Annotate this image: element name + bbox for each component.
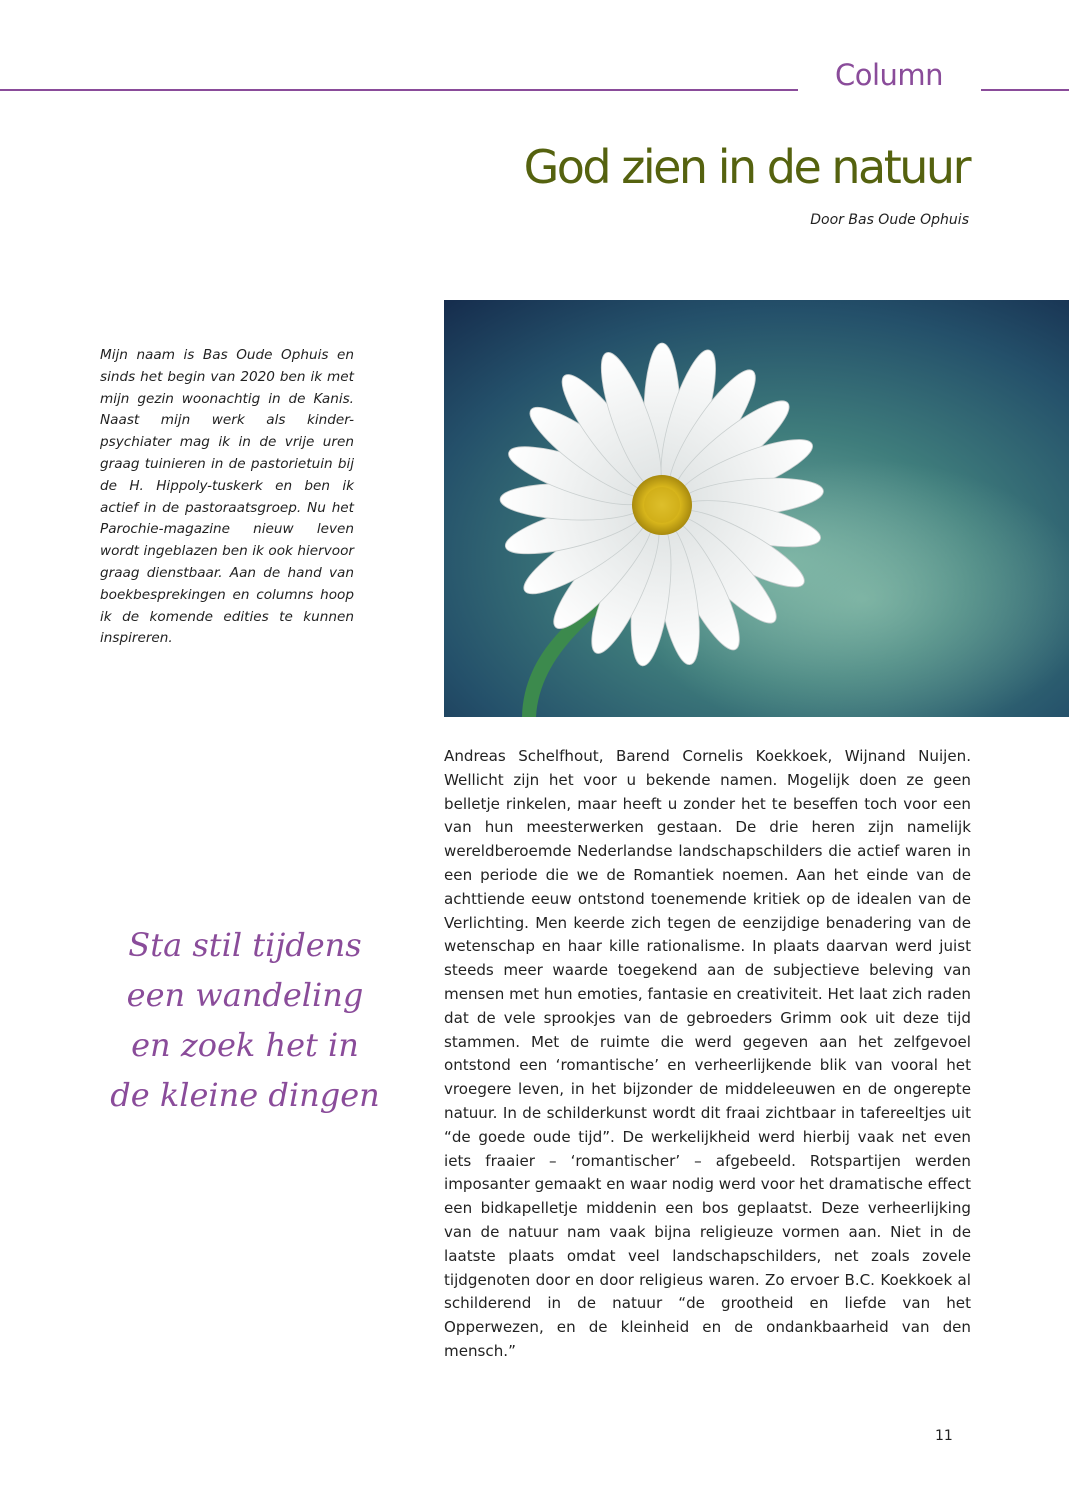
header-rule-right	[981, 89, 1069, 91]
daisy-photo	[444, 300, 1069, 717]
article-title: God zien in de natuur	[523, 140, 969, 194]
byline: Door Bas Oude Ophuis	[810, 212, 969, 228]
pull-quote-line: een wandeling	[126, 976, 364, 1014]
page-number: 11	[935, 1428, 953, 1444]
pull-quote-line: de kleine dingen	[110, 1076, 380, 1114]
pull-quote-line: Sta stil tijdens	[128, 926, 362, 964]
author-bio: Mijn naam is Bas Oude Ophuis en sinds het begin van 2020 ben ik met mijn gezin woonachtig in de Kanis. Naast mijn werk als kinder-psychiater mag ik in de vrije uren graag tuinieren in de pastorietuin bij de H. Hippoly-tuskerk en ben ik actief in de pastoraatsgroep. Nu het Parochie-magazine nieuw leven wordt ingeblazen ben ik ook hiervoor graag dienstbaar. Aan de hand van boekbesprekingen en columns hoop ik de komende edities te kunnen inspireren.	[100, 347, 354, 647]
header-rule-left	[0, 89, 798, 91]
pull-quote-line: en zoek het in	[131, 1026, 359, 1064]
pull-quote	[100, 920, 390, 1120]
section-label: Column	[834, 58, 944, 92]
article-body: Andreas Schelfhout, Barend Cornelis Koekkoek, Wijnand Nuijen. Wellicht zijn het voor u bekende namen. Mogelijk doen ze geen belletje rinkelen, maar heeft u zonder het te beseffen toch voor een van hun meesterwerken gestaan. De drie heren zijn namelijk wereldberoemde Nederlandse landschapschilders die actief waren in een periode die we de Romantiek noemen. Aan het einde van de achttiende eeuw ontstond toenemende kritiek op de idealen van de Verlichting. Men keerde zich tegen de eenzijdige benadering van de wetenschap en haar kille rationalisme. In plaats daarvan werd juist steeds meer waarde toegekend aan de subjectieve beleving van mensen met hun emoties, fantasie en creativiteit. Het laat zich raden dat de vele sprookjes van de gebroeders Grimm ook uit deze tijd stammen. Met de ruimte die werd gegeven aan het zelfgevoel ontstond een ‘romantische’ en verheerlijkende blik van vooral het vroegere leven, in het bijzonder de middeleeuwen en de ongerepte natuur. In de schilderkunst wordt dit fraai zichtbaar in tafereeltjes uit “de goede oude tijd”. De werkelijkheid werd hierbij vaak net even iets fraaier – ‘romantischer’ – afgebeeld. Rotspartijen werden imposanter gemaakt en waar nodig werd voor het dramatische effect een bidkapelletje middenin een bos geplaatst. Deze verheerlijking van de natuur nam vaak bijna religieuze vormen aan. Niet in de laatste plaats omdat veel landschapschilders, net zoals zovele tijdgenoten door en door religieus waren. Zo ervoer B.C. Koekkoek al schilderend in de natuur “de grootheid en liefde van het Opperwezen, en de kleinheid en de ondankbaarheid van den mensch.”	[444, 747, 971, 1360]
